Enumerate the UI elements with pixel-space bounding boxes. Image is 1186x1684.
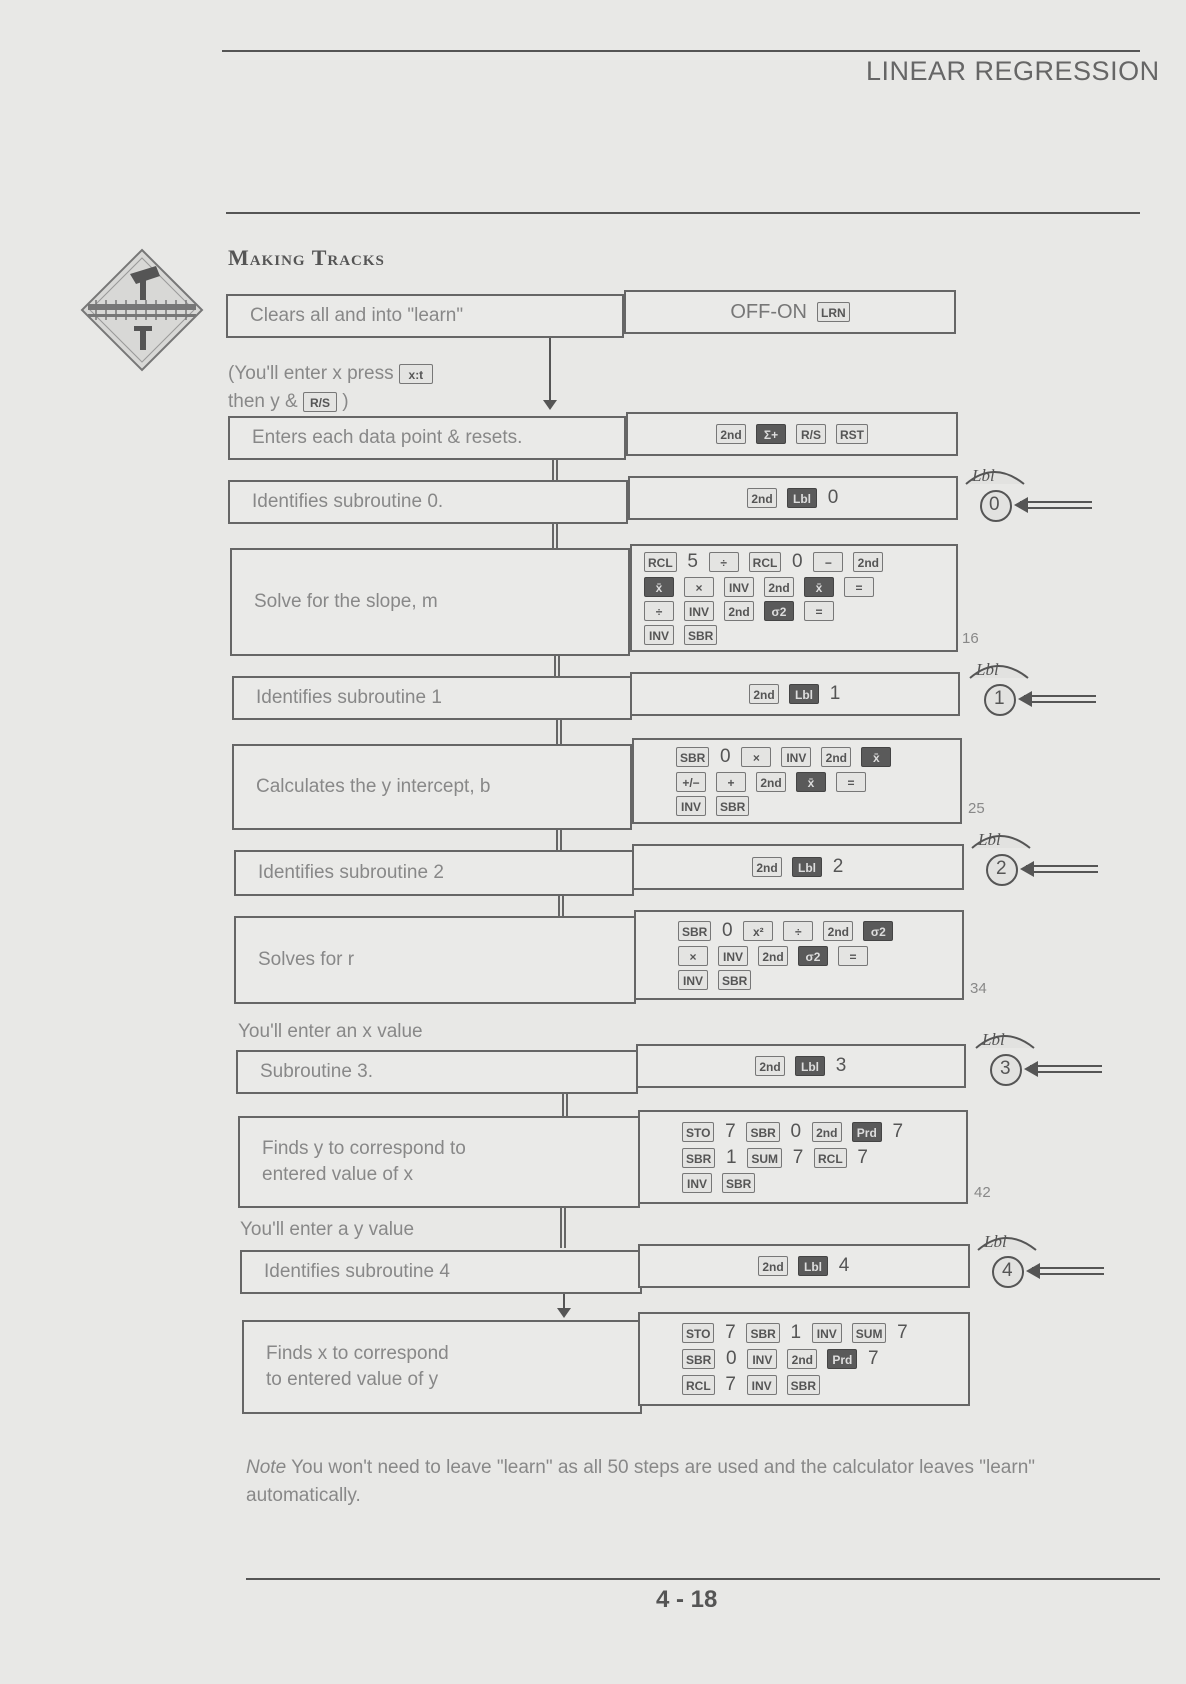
- enter-x-value-note: You'll enter an x value: [238, 1021, 423, 1042]
- key-digit: 0: [827, 487, 839, 508]
- key-sigma-plus: Σ+: [756, 424, 786, 444]
- key-r-s: R/S: [796, 424, 826, 444]
- key-rst: RST: [836, 424, 868, 444]
- key-lbl: Lbl: [795, 1056, 825, 1076]
- key-sigma-sq: σ2: [863, 921, 893, 941]
- key-inv: INV: [747, 1375, 777, 1395]
- step-desc-text: Identifies subroutine 0.: [252, 491, 444, 512]
- key-sbr: SBR: [718, 970, 751, 990]
- step-keys-slope: [630, 544, 958, 652]
- key-equals: =: [836, 772, 866, 792]
- step-number: 25: [968, 800, 985, 817]
- top-rule: [222, 50, 1140, 52]
- key-digit: 0: [722, 920, 733, 941]
- key-inv: INV: [812, 1323, 842, 1343]
- flow-connector: [554, 656, 560, 676]
- lbl-number: 1: [994, 688, 1005, 709]
- key-2nd: 2nd: [812, 1122, 842, 1142]
- key-prd: Prd: [827, 1349, 857, 1369]
- key-inv: INV: [644, 625, 674, 645]
- key-lbl: Lbl: [792, 857, 822, 877]
- step-keys-sub0: [628, 476, 958, 520]
- key-digit: 7: [868, 1348, 879, 1369]
- step-desc-text: Enters each data point & resets.: [252, 427, 523, 448]
- key-rcl: RCL: [644, 552, 677, 572]
- key-digit: 7: [725, 1121, 736, 1142]
- key-rcl: RCL: [682, 1375, 715, 1395]
- key-sto: STO: [682, 1122, 714, 1142]
- step-number: 16: [962, 630, 979, 647]
- flow-connector: [556, 830, 562, 850]
- lbl-text: Lbl: [972, 466, 995, 485]
- key-rcl: RCL: [749, 552, 782, 572]
- key-sum: SUM: [852, 1323, 887, 1343]
- key-sbr: SBR: [676, 747, 709, 767]
- key-digit: 2: [832, 856, 844, 877]
- lbl-badge-2: [968, 826, 1098, 888]
- step-desc-enter-data: [228, 416, 626, 460]
- enter-x-note: [228, 360, 518, 416]
- key-2nd: 2nd: [758, 946, 788, 966]
- key-digit: 7: [725, 1374, 736, 1395]
- step-desc-text: Calculates the y intercept, b: [256, 776, 491, 797]
- key-2nd: 2nd: [755, 1056, 785, 1076]
- step-keys-sub4: [638, 1244, 970, 1288]
- page-header-title: LINEAR REGRESSION: [866, 56, 1160, 86]
- key-2nd: 2nd: [787, 1349, 817, 1369]
- step-desc-text: Identifies subroutine 2: [258, 862, 444, 883]
- lbl-text: Lbl: [984, 1232, 1007, 1251]
- step-keys-clear: [624, 290, 956, 334]
- key-rcl: RCL: [814, 1148, 847, 1168]
- step-keys-sub1: [630, 672, 960, 716]
- key-equals: =: [804, 601, 834, 621]
- step-desc-sub2: [234, 850, 634, 896]
- footer-note: [246, 1454, 1136, 1510]
- key-plus: +: [716, 772, 746, 792]
- key-sbr: SBR: [678, 921, 711, 941]
- key-inv: INV: [676, 796, 706, 816]
- key-inv: INV: [678, 970, 708, 990]
- step-keys-enter-data: [626, 412, 958, 456]
- key-digit: 7: [857, 1147, 868, 1168]
- key-2nd: 2nd: [853, 552, 883, 572]
- key-r-s: R/S: [303, 392, 337, 412]
- key-sbr: SBR: [684, 625, 717, 645]
- key-sbr: SBR: [746, 1323, 779, 1343]
- key-label: OFF-ON: [730, 300, 807, 323]
- key-sto: STO: [682, 1323, 714, 1343]
- key-digit: 1: [726, 1147, 737, 1168]
- note-label: Note: [246, 1457, 287, 1478]
- lbl-badge-3: [972, 1026, 1102, 1088]
- key-sbr: SBR: [787, 1375, 820, 1395]
- note-text: then y &: [228, 391, 298, 412]
- key-times: ×: [678, 946, 708, 966]
- hammer-rail-icon: [80, 248, 204, 372]
- flow-connector: [552, 524, 558, 548]
- step-desc-text: Solves for r: [258, 949, 355, 970]
- key-times: ×: [684, 577, 714, 597]
- step-keys-find-y: [638, 1110, 968, 1204]
- key-digit: 0: [720, 746, 731, 767]
- lbl-number: 0: [989, 494, 1000, 515]
- step-desc-text: Finds y to correspond to entered value of x: [262, 1138, 466, 1185]
- step-desc-find-x: [242, 1320, 642, 1414]
- section-rule: [226, 212, 1140, 214]
- flow-connector: [560, 1208, 566, 1248]
- step-keys-find-x: [638, 1312, 970, 1406]
- flow-arrow-head: [543, 400, 557, 410]
- key-2nd: 2nd: [764, 577, 794, 597]
- note-body: You won't need to leave "learn" as all 50 steps are used and the calculator leaves "learn" automatically.: [246, 1457, 1036, 1506]
- key-x-bar: x̄: [804, 577, 834, 597]
- note-text: ): [342, 391, 349, 412]
- flow-connector: [556, 720, 562, 744]
- key-digit: 0: [726, 1348, 737, 1369]
- flow-connector: [558, 896, 564, 916]
- key-digit: 1: [790, 1322, 802, 1343]
- key-change-sign: +/−: [676, 772, 706, 792]
- key-x-t: x:t: [399, 364, 433, 384]
- key-digit: 7: [892, 1121, 904, 1142]
- step-keys-solve-r: [634, 910, 964, 1000]
- flow-connector: [562, 1094, 568, 1116]
- key-inv: INV: [718, 946, 748, 966]
- step-keys-intercept: [632, 738, 962, 824]
- key-digit: 7: [792, 1147, 804, 1168]
- key-inv: INV: [781, 747, 811, 767]
- step-desc-find-y: [238, 1116, 640, 1208]
- step-desc-clear: [226, 294, 624, 338]
- key-divide: ÷: [644, 601, 674, 621]
- key-equals: =: [838, 946, 868, 966]
- step-desc-text: Identifies subroutine 4: [264, 1261, 450, 1282]
- key-times: ×: [741, 747, 771, 767]
- lbl-number: 4: [1002, 1260, 1013, 1281]
- key-sum: SUM: [747, 1148, 782, 1168]
- key-prd: Prd: [852, 1122, 882, 1142]
- key-sbr: SBR: [716, 796, 749, 816]
- key-digit: 7: [897, 1322, 908, 1343]
- key-lbl: Lbl: [798, 1256, 828, 1276]
- key-sigma-sq: σ2: [798, 946, 828, 966]
- key-digit: 3: [835, 1055, 847, 1076]
- step-desc-text: Identifies subroutine 1: [256, 687, 442, 708]
- key-2nd: 2nd: [716, 424, 746, 444]
- step-desc-slope: [230, 548, 630, 656]
- step-desc-sub1: [232, 676, 632, 720]
- key-inv: INV: [724, 577, 754, 597]
- key-digit: 7: [725, 1322, 736, 1343]
- key-sbr: SBR: [682, 1349, 715, 1369]
- enter-y-value-note: You'll enter a y value: [240, 1219, 415, 1240]
- key-divide: ÷: [783, 921, 813, 941]
- page-number: 4 - 18: [656, 1586, 718, 1613]
- key-inv: INV: [747, 1349, 777, 1369]
- lbl-badge-0: [962, 462, 1092, 524]
- step-desc-text: Subroutine 3.: [260, 1061, 374, 1082]
- lbl-badge-1: [966, 656, 1096, 718]
- key-2nd: 2nd: [752, 857, 782, 877]
- key-inv: INV: [684, 601, 714, 621]
- key-2nd: 2nd: [756, 772, 786, 792]
- key-sigma-sq: σ2: [764, 601, 794, 621]
- lbl-number: 2: [996, 858, 1007, 879]
- key-2nd: 2nd: [747, 488, 777, 508]
- key-2nd: 2nd: [823, 921, 853, 941]
- key-inv: INV: [682, 1173, 712, 1193]
- lbl-text: Lbl: [982, 1030, 1005, 1049]
- step-keys-sub2: [632, 844, 964, 890]
- step-desc-intercept: [232, 744, 632, 830]
- key-divide: ÷: [709, 552, 739, 572]
- step-desc-solve-r: [234, 916, 636, 1004]
- key-digit: 0: [790, 1121, 802, 1142]
- key-sbr: SBR: [746, 1122, 779, 1142]
- key-sbr: SBR: [682, 1148, 715, 1168]
- lbl-number: 3: [1000, 1058, 1011, 1079]
- key-2nd: 2nd: [821, 747, 851, 767]
- section-title: Making Tracks: [228, 245, 385, 270]
- key-digit: 0: [792, 551, 803, 572]
- lbl-badge-4: [974, 1228, 1104, 1290]
- key-digit: 1: [829, 683, 841, 704]
- step-desc-sub4: [240, 1250, 642, 1294]
- lbl-text: Lbl: [978, 830, 1001, 849]
- note-text: (You'll enter x press: [228, 363, 394, 384]
- key-lbl: Lbl: [787, 488, 817, 508]
- flow-arrow: [549, 338, 551, 404]
- step-number: 42: [974, 1184, 991, 1201]
- key-x-bar: x̄: [644, 577, 674, 597]
- step-keys-sub3: [636, 1044, 966, 1088]
- key-digit: 4: [838, 1255, 850, 1276]
- key-minus: −: [813, 552, 843, 572]
- step-desc-text: Finds x to correspond to entered value of y: [266, 1343, 449, 1390]
- bottom-rule: [246, 1578, 1160, 1580]
- step-number: 34: [970, 980, 987, 997]
- step-desc-text: Clears all and into "learn": [250, 305, 464, 326]
- key-2nd: 2nd: [724, 601, 754, 621]
- key-digit: 5: [687, 551, 698, 572]
- key-equals: =: [844, 577, 874, 597]
- key-2nd: 2nd: [749, 684, 779, 704]
- key-sbr: SBR: [722, 1173, 755, 1193]
- key-x-bar: x̄: [861, 747, 891, 767]
- step-desc-text: Solve for the slope, m: [254, 591, 438, 612]
- key-lbl: Lbl: [789, 684, 819, 704]
- step-desc-sub0: [228, 480, 628, 524]
- key-x-squared: x²: [743, 921, 773, 941]
- key-lrn: LRN: [817, 302, 850, 322]
- lbl-text: Lbl: [976, 660, 999, 679]
- flow-connector: [552, 460, 558, 480]
- flow-arrow-head: [557, 1308, 571, 1318]
- key-x-bar: x̄: [796, 772, 826, 792]
- step-desc-sub3: [236, 1050, 638, 1094]
- key-2nd: 2nd: [758, 1256, 788, 1276]
